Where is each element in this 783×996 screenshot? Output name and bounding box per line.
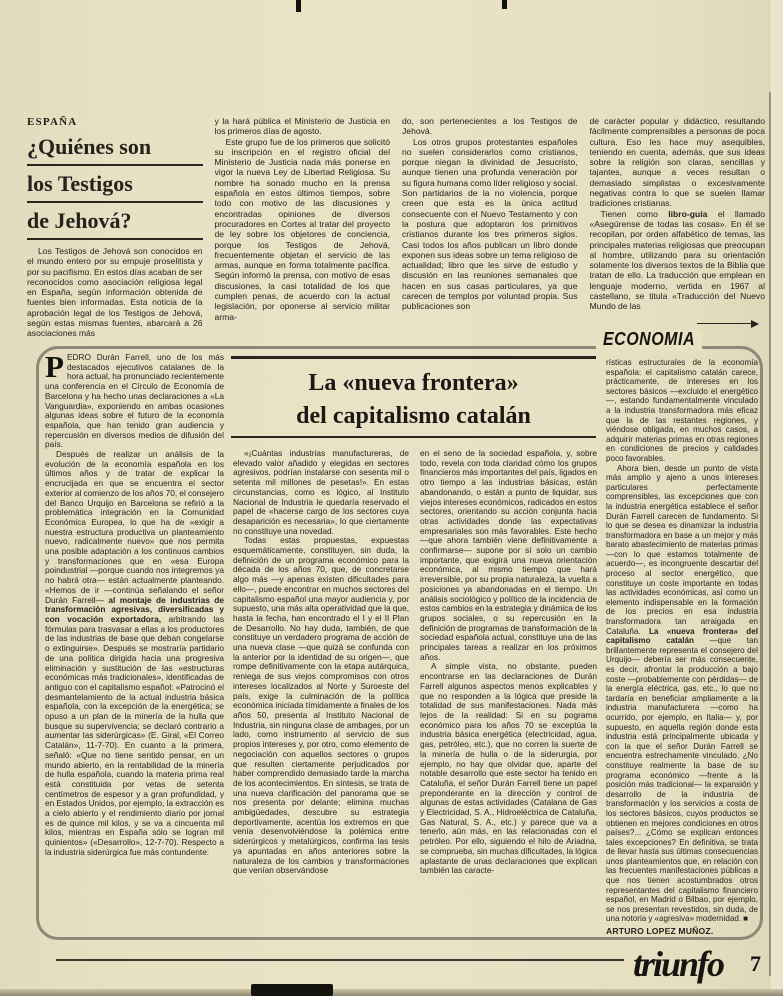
body-paragraph: y la hará pública el Ministerio de Justicia en los primeros días de agosto.	[214, 116, 390, 137]
headline-line: ¿Quiénes son	[27, 135, 203, 166]
body-paragraph: rísticas estructurales de la economía española: el capitalismo catalán carece, prácticamente, de intereses en los sectores básicos —excluido el energético—, estando fundamentalmente vinculado a la industria transformadora más eficaz que la de las restantes regiones, y viéndose obligada, en muchos casos, a adquirir materias primas en otras regiones en condiciones de precios y calidades poco favorables.	[606, 358, 758, 463]
body-paragraph: Los otros grupos protestantes españoles no suelen considerarlos como cristianos, porque niegan la divinidad de Jesucristo, aunque tienen una profunda veneración por su figura humana como líder religioso y social. Son partidarios de la no violencia, porque creen que esta es la única actitud consecuente con el Nuevo Testamento y con la postura que adoptaron los primitivos cristianos durante los tres primeros siglos. Casi todos los años publican un libro donde exponen sus ideas sobre un tema religioso de actualidad; libro que les sirve de estudio y discusión en las reuniones semanales que hacen en sus casas particulares, ya que carecen de templos por voluntad propia. Sus publicaciones son	[402, 136, 578, 312]
body-paragraph: Este grupo fue de los primeros que solicitó su inscripción en el registro oficial del Ministerio de Justicia nada más ponerse en vigor la nueva Ley de Libertad Religiosa. Su nombre ha sonado mucho en la prensa española en estos últimos tiempos, sobre todo con motivo de las discusiones y encontradas opiniones de diversos procuradores en Cortes al tratar del proyecto de ley sobre los objetores de conciencia, porque los Testigos de Jehová, frecuentemente objetan el servicio de las armas, aunque en forma totalmente pacífica. Según informó la prensa, con motivo de esas discusiones, la casi totalidad de los que cumplen penas, de acuerdo con la actual legislación, por oponerse al servicio militar arma-	[214, 136, 390, 322]
registration-mark-icon	[296, 0, 301, 12]
drop-cap: P	[45, 353, 64, 384]
body-paragraph-lead: PEDRO Durán Farrell, uno de los más destacados ejecutivos catalanes de la hora actual, ha pronunciado recientemente una conferencia en el Círculo de Economía de Barcelona y ha hecho unas declaraciones a «La Vanguardia», exponiendo en ambas ocasiones algunas ideas sobre el futuro de la economía española, que han tenido gran audiencia y repercusión en diversos medios de difusión del país.	[45, 353, 224, 450]
page-edge	[0, 989, 783, 996]
article-title-line: del capitalismo catalán	[296, 403, 531, 429]
registration-mark-icon	[251, 984, 333, 996]
economia-column-2	[233, 449, 409, 937]
page-edge-line	[769, 92, 771, 976]
body-paragraph: A simple vista, no obstante, pueden encontrarse en las declaraciones de Durán Farrell algunos aspectos menos explicables y que no responden a la lógica que preside la totalidad de sus manifestaciones. Nada más lejos de la realidad: Si en su pograma económico para los años 70 se exceptúa la industria básica energética (electricidad, agua, gas, petróleo, etc.), que no corren la suerte de la minería de hulla o de la siderurgia, por ejemplo, no hay que olvidar que, aparte del notable desarrollo que este sector ha tenido en Cataluña, el señor Durán Farrell tiene un papel preponderante en la dirección y control de algunas de estas actividades (Catalana de Gas y Electricidad, S. A., Hidroeléctrica de Cataluña, Gas Natural, S. A., etc.) y parece que va a tenerlo, aún más, en las relacionadas con el petróleo. Por ello, siguiendo el hilo de Ariadna, se comprueba, sin muchas dificultades, la lógica aplastante de unas declaraciones que explican también las caracte-	[420, 661, 597, 876]
body-paragraph: Todas estas propuestas, expuestas esquemáticamente, constituyen, sin duda, la definición de un programa económico para la década de los años 70, que, de concretarse algo más —y apenas existen dificultades para ello—, puede encontrar en muchos sectores del capitalismo español una mayor audiencia y, por supuesto, una más alta operatividad que la que, hasta la fecha, han encontrado el I y el II Plan de Desarrollo. No hay duda, también, de que constituye un verdadero programa de acción de una nueva clase —que quizá se confunda con la anterior por la identidad de su origen—, que rompe definitivamente con la etapa autárquica, reniega de sus viejos compromisos con otros intereses localizados al Norte y Suroeste del país, exige la culminación de la política económica iniciada tímidamente a finales de los años 50, presenta al Instituto Nacional de Industria, sin ninguna clase de ambages, por un lado, como instrumento al servicio de sus propios intereses y, por otro, como elemento de negociación con aquellos sectores o grupos que resulten ciertamente perjudicados por haber comprendido demasiado tarde la marcha de los acontecimientos. En síntesis, se trata de una nueva clarificación del panorama que se nos presenta por delante; elimina muchas ambigüedades, descubre su estrategia deportivamente, acentúa los extremos en que venía desenvolviéndose la polémica entre siderúrgicos y metalúrgicos, confirma las tesis ya apuntadas en años anteriores sobre la naturaleza de los cambios y transformaciones que venían observándose	[233, 535, 409, 876]
headline-line: de Jehová?	[27, 209, 203, 240]
page-edge	[771, 0, 783, 996]
body-paragraph: de carácter popular y didáctico, resultando fácilmente comprensibles a personas de poca cultura. Eso les hace muy asequibles, teniendo en cuenta, además, que sus ideas sobre la religión son claras, sencillas y tajantes, aunque a veces resultan o demasiado simplistas o excesivamente negativas contra lo que se suelen llamar tradiciones cristianas.	[589, 116, 765, 209]
economia-column-1	[45, 353, 224, 935]
author-byline: ARTURO LOPEZ MUÑOZ.	[606, 926, 714, 936]
espana-column-3	[402, 116, 578, 330]
body-paragraph: Tienen como libro-guía el llamado «Asegúrense de todas las cosas». En él se recopilan, por orden alfabético de temas, las principales materias religiosas que preocupan al hombre, utilizando para su orientación solamente los diversos textos de la Biblia que tratan de ello. La traducción que emplean en lenguaje moderno, vertida en 1967 al castellano, se titula «Traducción del Nuevo Mundo de las	[589, 208, 765, 312]
magazine-logo: triunfo	[633, 944, 724, 984]
economia-column-4	[606, 358, 758, 936]
espana-column-4	[590, 116, 766, 330]
article-title	[231, 356, 596, 438]
economia-column-3	[420, 449, 597, 937]
section-label-economia: ECONOMIA	[596, 330, 702, 351]
espana-column-2	[215, 116, 391, 330]
article-title-line: La «nueva frontera»	[308, 370, 519, 396]
body-paragraph: Los Testigos de Jehová son conocidos en el mundo entero por su empuje proselitista y por su pacifismo. En estos días acaban de ser reconocidos como asociación religiosa legal en España, según información obtenida de fuentes bien informadas. Esta noticia de la aprobación legal de los Testigos de Jehová, según estas mismas fuentes, abarcará a 26 asociaciones más	[27, 246, 203, 339]
page-number: 7	[750, 951, 761, 976]
body-paragraph: «¡Cuántas industrias manufactureras, de elevado valor añadido y elegidas en sectores agresivos, podrían instalarse con sesenta mil o setenta mil millones de pesetas!». En estas circunstancias, como es lógico, al Instituto Nacional de Industria le quedaría reservado el papel de «hacerse cargo de los sectores cuya desaparición es necesaria», lo que ciertamente no constituye una novedad.	[233, 449, 409, 536]
footer-rule	[56, 959, 624, 961]
body-paragraph: Ahora bien, desde un punto de vista más amplio y ajeno a unos intereses particulares perfectamente comprensibles, las excepciones que con la industria energética establece el señor Durán Farrell carecen de fundamento. Si lo que se desea es dinamizar la industria transformadora en base a un mejor y más barato abastecimiento de materias primas —con lo que estamos totalmente de acuerdo—, es incongruente descartar del proceso al sector energético, que constituye un coste importante en todas las actividades económicas, así como un elemento indispensable en la formación de los precios en esa industria transformadora tan arraigada en Cataluña. La «nueva frontera» del capitalismo catalán —que tan brillantemente representa el consejero del Urquijo— debería ser más consecuente, es decir, afrontar la producción a bajo coste —probablemente con pérdidas— de la energía eléctrica, gas, etc., lo que no tardaría en beneficiar ampliamente a la industria manufacturera —como ha ocurrido, por ejemplo, en Italia— y, por supuesto, en aquella región donde esta industria está principalmente ubicada y con la que el señor Durán Farrell se encuentra estrechamente vinculado. ¿No constituye realmente la base de su programa económico —frente a la posición más tradicional— la expansión y desarrollo de la industria de transformación y los servicios a costa de los sectores básicos, cuyos productos se obtienen en mejores condiciones en otros países?... ¿Cómo se explican entonces tales excepciones? En definitiva, se trata de llevar hasta sus últimas consecuencias unos planteamientos que, en relación con las frecuentes manifestaciones públicas a que nos tienen acostumbrados otros representantes del capitalismo financiero español, en Madrid o Bilbao, por ejemplo, se nos presentan revestidos, sin duda, de una notoria y «agresiva» modernidad. ■	[606, 463, 758, 924]
headline-line: los Testigos	[27, 172, 203, 203]
body-paragraph: en el seno de la sociedad española, y, sobre todo, revela con toda claridad cómo los grupos financieros más importantes del país, ligados en otro tiempo a las industrias básicas, están abandonando, o están a punto de liquidar, sus viejos intereses económicos, radicados en estos sectores, orientando su acción conjunta hacia otras actividades donde las expectativas empresariales son más favorables. Este hecho —que ahora también viene definitivamente a confirmarse— supone por sí solo un cambio importante, que exigirá una nueva orientación económica, al mismo tiempo que hará irreversible, por su propia naturaleza, la vuelta a posiciones ya abandonadas en el tiempo. Un análisis sociológico y político de la incidencia de estos cambios en la estrategia y dinámica de los grupos sociales, o su repercusión en la definición de programas de transformación de la sociedad española actual, constituye una de las principales tareas a realizar en los próximos años.	[420, 449, 597, 662]
registration-mark-icon	[502, 0, 507, 9]
continuation-arrow-icon	[697, 319, 759, 328]
section-kicker: ESPAÑA	[27, 116, 78, 128]
body-paragraph: Después de realizar un análisis de la evolución de la economía española en los últimos años y de tratar de explicar la encrucijada en que se encuentra el sector exterior al comienzo de los años 70, el consejero del Banco Urquijo en Barcelona se refirió a la problemática integración en la Comunidad Económica Europea, lo que ha de «exigir a nuestra estructura productiva un planteamiento nuevo, radicalmente nuevo» que nos permita una posible adaptación a los continuos cambios y transformaciones que en «esa Europa poindustrial —porque cuando nos integremos ya no habrá otra— están actualmente planteando. «Hemos de ir —continúa señalando el señor Durán Farrell— al montaje de industrias de transformación agresivas, diversificadas y con vocación exportadora, arbitrando las fórmulas para trasvasar a ellas a los productores de las industrias de base que deban congelarse o extinguirse». Después se mostraría partidario de una política dirigida hacia una progresiva eliminación y sustitución de las «estructuras económicas más tradicionales», identificadas de antiguo con el capitalismo español: «Patrocinó el desmantelamiento de la actual industria básica española, con la excepción de la energética; se opuso a un plan de la minería de la hulla que busque su supervivencia; se declaró contrario a aumentar las siderúrgicas» (E. Giral, «El Correo Catalán», 11-7-70). En cuanto a la primera, señaló: «Que no tiene sentido pensar, en un mundo abierto, en la rentabilidad de la minería de hulla española, cuando la materia prima real está constituida por vetas de setenta centímetros de espesor y a gran profundidad, y en Estados Unidos, por ejemplo, la extracción es a cielo abierto y el rendimiento diario por jornal es de quince mil kilos, y se va a cincuenta mil kilos, mientras en España sólo se logran mil quinientos» («Desarrollo», 12-7-70). Respecto a la industria siderúrgica fue más contundente:	[45, 449, 224, 857]
article-headline	[27, 135, 203, 240]
body-paragraph: do, son pertenecientes a los Testigos de Jehová.	[402, 116, 578, 137]
